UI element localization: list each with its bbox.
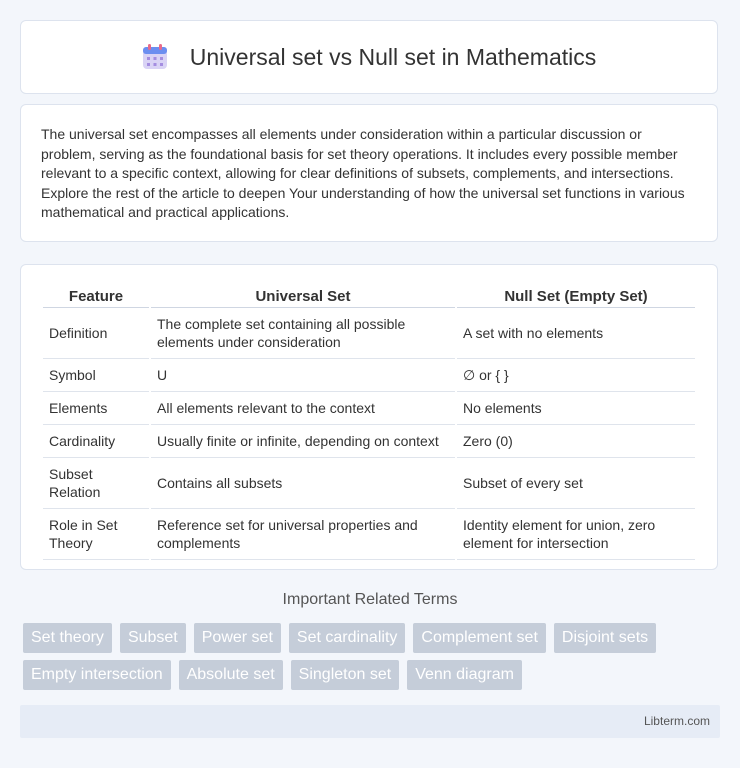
column-header-feature: Feature [43,285,149,308]
row-feature: Subset Relation [43,458,149,509]
calendar-icon [142,44,168,70]
row-null-value: No elements [457,392,695,425]
table-row [43,392,695,425]
related-term-tag[interactable]: Set cardinality [289,623,406,653]
row-universal-value: The complete set containing all possible elements under consideration [151,308,455,359]
related-term-tag[interactable]: Absolute set [179,660,283,690]
table-row [43,425,695,458]
row-universal-value: Contains all subsets [151,458,455,509]
related-term-tag[interactable]: Subset [120,623,186,653]
table-row [43,359,695,392]
related-term-tag[interactable]: Venn diagram [407,660,522,690]
row-null-value: Identity element for union, zero element for intersection [457,509,695,560]
row-feature: Role in Set Theory [43,509,149,560]
table-row [43,509,695,560]
row-feature: Symbol [43,359,149,392]
column-header-universal-set: Universal Set [151,285,455,308]
intro-text: The universal set encompasses all elements under consideration within a particular discussion or problem, serving as the foundational basis for set theory operations. It includes every possible member relevant to a specific context, allowing for clear definitions of subsets, complements, and intersections. Explore the rest of the article to deepen Your understanding of how the universal set functions in various mathematical and practical applications. [41,126,685,220]
related-term-tag[interactable]: Set theory [23,623,112,653]
row-feature: Elements [43,392,149,425]
footer [20,705,720,738]
row-null-value: ∅ or { } [457,359,695,392]
related-term-tag[interactable]: Singleton set [291,660,400,690]
row-null-value: Zero (0) [457,425,695,458]
row-null-value: Subset of every set [457,458,695,509]
row-universal-value: U [151,359,455,392]
page-title: Universal set vs Null set in Mathematics [189,43,597,70]
comparison-table [41,285,697,560]
related-term-tag[interactable]: Empty intersection [23,660,171,690]
related-term-tag[interactable]: Disjoint sets [554,623,656,653]
related-term-tag[interactable]: Complement set [413,623,546,653]
row-feature: Cardinality [43,425,149,458]
row-universal-value: Reference set for universal properties and complements [151,509,455,560]
table-header-row [43,285,695,308]
row-universal-value: Usually finite or infinite, depending on context [151,425,455,458]
related-terms-list [23,623,723,690]
column-header-null-set: Null Set (Empty Set) [457,285,695,308]
comparison-table-card [20,264,718,570]
intro-section [20,104,718,242]
page-header [20,20,718,94]
table-row [43,458,695,509]
related-terms-title: Important Related Terms [282,591,458,608]
table-row [43,308,695,359]
row-universal-value: All elements relevant to the context [151,392,455,425]
footer-site-link[interactable]: Libterm.com [643,714,710,728]
row-feature: Definition [43,308,149,359]
row-null-value: A set with no elements [457,308,695,359]
related-term-tag[interactable]: Power set [194,623,281,653]
